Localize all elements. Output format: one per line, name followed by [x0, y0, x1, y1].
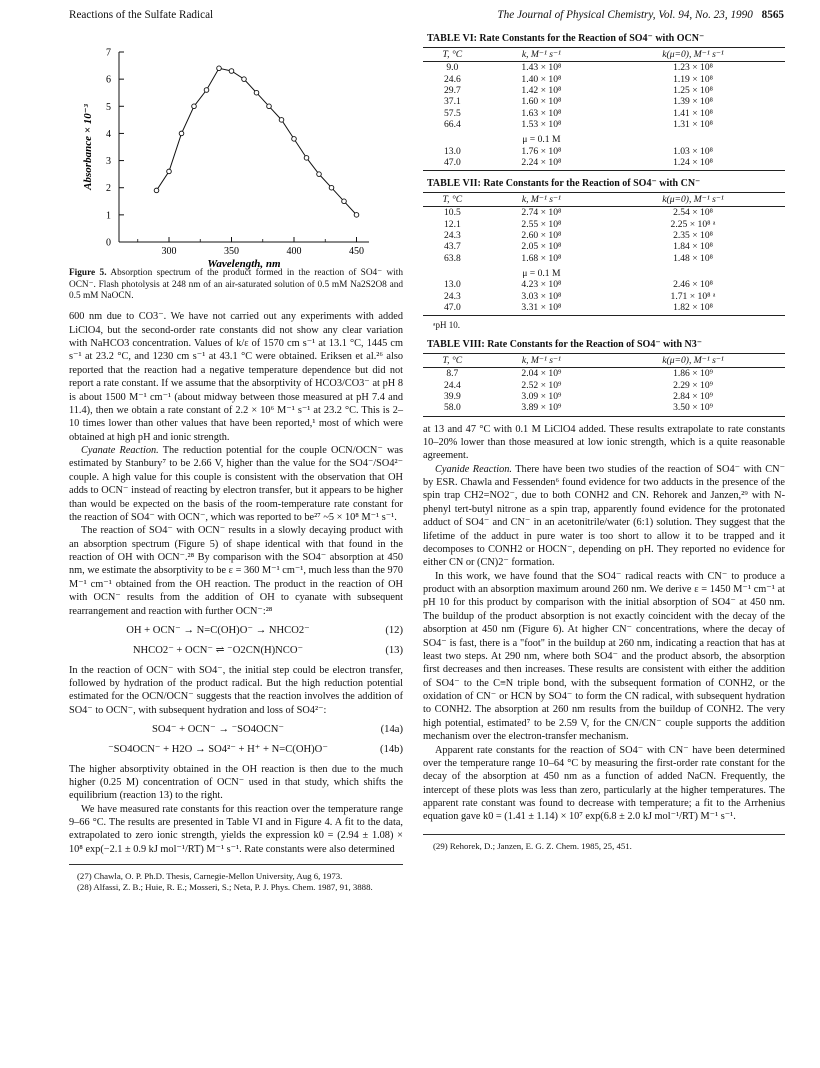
equation-13-number: (13) — [385, 644, 403, 656]
table-cell: 2.60 × 10⁸ — [521, 230, 562, 242]
table-7-grid — [423, 192, 785, 316]
data-point — [279, 118, 284, 123]
table-cell: 2.35 × 10⁸ — [673, 230, 713, 242]
table-cell: 1.86 × 10⁹ — [673, 368, 713, 380]
equation-13 — [69, 644, 403, 658]
left-paragraph-5: The higher absorptivity obtained in the OH reaction is then due to the much higher (0.25 M) concentration of OCN⁻ used in that study, which shifts the equilibrium (reaction 13) to the right. — [69, 763, 403, 802]
y-axis-label: Absorbance × 10⁻³ — [82, 104, 94, 190]
figure-label: Figure 5. — [69, 268, 107, 279]
data-point — [242, 77, 247, 82]
table-cell: 9.0 — [446, 62, 459, 74]
table-cell: 39.9 — [443, 390, 461, 402]
table-row — [423, 402, 785, 416]
table-cell: 1.76 × 10⁸ — [521, 145, 562, 157]
table-cell: 66.4 — [443, 118, 461, 130]
table-header-row — [423, 48, 785, 62]
table-6 — [423, 32, 785, 171]
right-paragraph-1: at 13 and 47 °C with 0.1 M LiClO4 added. These results extrapolate to rate constants 10–20% lower than those measured at low ionic strength, which is a quite reasonable agreement. — [423, 423, 785, 462]
equation-14b — [69, 743, 403, 757]
equation-12 — [69, 624, 403, 638]
page-number: 8565 — [761, 9, 784, 21]
table-cell: 1.42 × 10⁸ — [521, 84, 562, 96]
y-tick-label: 2 — [106, 183, 111, 195]
running-head: Reactions of the Sulfate Radical — [69, 9, 214, 21]
table-cell: 1.60 × 10⁸ — [521, 96, 562, 108]
table-row — [423, 302, 785, 316]
table-cell: 1.48 × 10⁸ — [673, 252, 713, 264]
equation-12-number: (12) — [385, 624, 403, 636]
table-cell — [423, 264, 482, 279]
table-7-footnote: ᵃpH 10. — [433, 320, 460, 331]
right-paragraph-3: In this work, we have found that the SO4⁻ radical reacts with CN⁻ to produce a product with an absorption maximum around 260 nm. We derive ε = 1450 M⁻¹ cm⁻¹ at pH 10 for this product by comparison with the initial absorption of SO4⁻ at 450 nm. The buildup of the product absorption is not exactly coincident with the decay of the absorption at 450 nm (Figure 6). At higher CN⁻ concentrations, where the decay of SO4⁻ is fast, there is a "foot" in the buildup at 260 nm, indicating a reaction that has at least two steps. At 290 nm, where both SO4⁻ and the product absorb, the absorption first decreases and then increases. These results are consistent with either the addition of SO4⁻ to the C≡N triple bond, with the subsequent formation of CONH2, or the oxidation of CN⁻ or HCN by SO4⁻ to form the CN radical, with subsequent hydration to CONH2. The absorption at 260 nm results from the buildup of CONH2. The very high potential, estimated⁷ to be 2.59 V, for the CN/CN⁻ couple supports the addition mechanism over the electron-transfer mechanism. — [423, 570, 785, 743]
table-cell: 4.23 × 10⁸ — [521, 279, 562, 291]
table-row — [423, 146, 785, 157]
table-cell: 47.0 — [423, 302, 482, 316]
table-cell: 1.03 × 10⁸ — [673, 145, 713, 157]
table-cell: 47.0 — [423, 157, 482, 171]
column-header: T, °C — [423, 353, 482, 367]
left-paragraph-4: In the reaction of OCN⁻ with SO4⁻, the initial step could be electron transfer, followed by hydration of the product radical. But the high reduction potential estimated for the OCN/OCN⁻ suggests that the reaction involves the addition of SO4⁻ to OCN⁻, with subsequent hydration and loss of SO4²⁻: — [69, 664, 403, 716]
x-tick-label: 450 — [349, 246, 364, 257]
table-row — [423, 207, 785, 219]
data-point — [317, 172, 322, 177]
table-cell: 37.1 — [443, 96, 461, 108]
table-row — [423, 230, 785, 241]
table-row — [423, 380, 785, 391]
table-cell: 1.63 × 10⁸ — [521, 107, 562, 119]
left-paragraph-1: 600 nm due to CO3⁻. We have not carried out any experiments with added LiClO4, but the second-order rate constants did not show any clear variation with NaHCO3 concentration. Values of k/ε of 1570 cm s⁻¹ at 13.1 °C, 1445 cm s⁻¹ at 23.2 °C, and 1230 cm s⁻¹ at 43.1 °C were obtained. Eriksen et al.²⁶ also reported that the reaction had a negative temperature dependence but did not report a rate constant. If we assume that the absorptivity of HCO3/CO3⁻ at pH 8 is about 1500 M⁻¹ cm⁻¹ (about midway between those measured at pH 7.4 and 11.4), then we obtain a rate constant of 2.2 × 10⁶ M⁻¹ s⁻¹ at 23.2 °C. This is 2–10 times lower than other values that have been reported,¹ most of which were obtained at high pH and ionic strength. — [69, 311, 403, 443]
equation-13-expr: NHCO2⁻ + OCN⁻ ⇌ ⁻O2CN(H)NCO⁻ — [132, 644, 304, 656]
table-8 — [423, 338, 785, 417]
section-cyanide-heading: Cyanide Reaction. — [435, 463, 512, 475]
table-row — [423, 253, 785, 264]
table-subheader-row — [423, 264, 785, 279]
footnotes — [69, 864, 403, 892]
x-axis-label: Wavelength, nm — [207, 258, 281, 270]
data-point — [329, 185, 334, 190]
table-cell: 10.5 — [443, 207, 461, 219]
equation-14b-number: (14b) — [380, 743, 403, 755]
column-header: k, M⁻¹ s⁻¹ — [482, 48, 601, 62]
section-cyanate-heading: Cyanate Reaction. — [81, 445, 159, 457]
table-cell: 1.40 × 10⁸ — [521, 73, 562, 85]
table-cell: 24.6 — [443, 73, 461, 85]
table-6-title: TABLE VI: Rate Constants for the Reaction of SO4⁻ with OCN⁻ — [427, 33, 705, 44]
table-cell: 57.5 — [443, 107, 461, 119]
table-cell — [601, 130, 785, 145]
table-row — [423, 391, 785, 402]
table-cell: 43.7 — [443, 241, 461, 253]
table-cell: 13.0 — [443, 279, 461, 291]
column-header: k(μ=0), M⁻¹ s⁻¹ — [601, 353, 785, 367]
data-point — [292, 137, 297, 142]
table-cell: 2.54 × 10⁸ — [673, 207, 713, 219]
right-paragraph-4: Apparent rate constants for the reaction of SO4⁻ with CN⁻ have been determined over the temperature range 10–64 °C by measuring the first-order rate constant for the decay of the absorption at 450 nm as a function of added NaCN. Frequently, the intercept of these plots was less than zero, particularly at the higher temperatures. The apparent rate constant was found to decrease with temperature; a fit to the Arrhenius equation gave k0 = (1.41 ± 1.14) × 10⁷ exp(6.8 ± 2.0 kJ mol⁻¹/RT) M⁻¹ s⁻¹. — [423, 744, 785, 823]
table-cell: 1.71 × 10⁸ ᵃ — [670, 290, 716, 302]
left-paragraph-2-text: The reduction potential for the couple OCN/OCN⁻ was estimated by Stanbury⁷ to be 2.66 V, higher than the value for the SO4⁻/SO4²⁻ couple. A high value for this couple is consistent with the observation that OH adds to OCN⁻ instead of reacting by electron transfer, but it appears to be higher than would be expected on the basis of the room-temperature rate constant for the reaction of SO4⁻ with OCN⁻, which was reported to be²⁷ ~5 × 10⁸ M⁻¹ s⁻¹. — [69, 445, 403, 523]
data-point — [342, 199, 347, 204]
table-cell: 13.0 — [443, 145, 461, 157]
table-7-title: TABLE VII: Rate Constants for the Reaction of SO4⁻ with CN⁻ — [427, 178, 701, 190]
figure-caption-text: Absorption spectrum of the product formed in the reaction of SO4⁻ with OCN⁻. Flash photolysis at 248 nm of an air-saturated solution of 0.5 mM Na2S2O8 and 0.5 mM NaOCN. — [69, 268, 404, 302]
y-tick-label: 0 — [106, 237, 111, 249]
table-cell: 2.46 × 10⁸ — [673, 279, 713, 291]
left-paragraph-3: The reaction of SO4⁻ with OCN⁻ results in a slowly decaying product with an absorption spectrum (Figure 5) of shape identical with that found in the reaction of OH with OCN⁻.²⁸ By comparison with the SO4⁻ absorption at 450 nm, we estimate the absorptivity to be ε = 360 M⁻¹ cm⁻¹, much less than the 970 M⁻¹ cm⁻¹ obtained from the OH reaction. The product in the reaction of OH with OCN⁻ results from the addition of OH to cyanate with subsequent rearrangement and reaction with further OCN⁻:²⁸ — [69, 525, 403, 617]
table-cell: 2.74 × 10⁸ — [521, 207, 562, 219]
table-row — [423, 74, 785, 85]
data-point — [167, 169, 172, 174]
table-cell: 1.23 × 10⁸ — [673, 62, 713, 74]
table-cell: 1.25 × 10⁸ — [673, 84, 713, 96]
data-point — [154, 188, 159, 193]
table-subheader-row — [423, 130, 785, 145]
table-header-row — [423, 193, 785, 207]
column-header: T, °C — [423, 193, 482, 207]
y-tick-label: 6 — [106, 74, 111, 86]
table-row — [423, 291, 785, 302]
table-cell: 1.68 × 10⁸ — [521, 252, 562, 264]
table-cell: 3.31 × 10⁸ — [482, 302, 601, 316]
y-tick-label: 3 — [106, 156, 111, 168]
table-row — [423, 219, 785, 230]
table-cell: 1.39 × 10⁸ — [673, 96, 713, 108]
footnote-29: (29) Rehorek, D.; Janzen, E. G. Z. Chem. 1985, 25, 451. — [423, 834, 785, 852]
data-point — [204, 88, 209, 93]
figure-5-caption — [69, 268, 403, 302]
table-row — [423, 368, 785, 380]
table-header-row — [423, 353, 785, 367]
data-point — [217, 66, 222, 71]
table-cell: 63.8 — [443, 252, 461, 264]
table-cell: 2.55 × 10⁸ — [521, 218, 562, 230]
table-6-grid — [423, 47, 785, 171]
table-row — [423, 108, 785, 119]
table-cell — [601, 264, 785, 279]
data-point — [254, 90, 259, 95]
ionic-strength-label: μ = 0.1 M — [522, 268, 561, 279]
data-point — [229, 69, 234, 74]
equation-14a-expr: SO4⁻ + OCN⁻ → ⁻SO4OCN⁻ — [152, 724, 284, 736]
table-cell: 2.05 × 10⁸ — [521, 241, 562, 253]
table-7 — [423, 177, 785, 332]
x-tick-label: 400 — [286, 246, 302, 257]
left-paragraph-2 — [69, 444, 403, 524]
table-8-title: TABLE VIII: Rate Constants for the Reaction of SO4⁻ with N3⁻ — [427, 338, 703, 350]
footnote-27: (27) Chawla, O. P. Ph.D. Thesis, Carnegie-Mellon University, Aug 6, 1973. — [77, 871, 343, 882]
figure-5-chart — [69, 32, 403, 270]
data-point — [192, 104, 197, 109]
table-cell: 2.24 × 10⁸ — [482, 157, 601, 171]
x-tick-label: 300 — [161, 246, 177, 257]
table-cell: 2.04 × 10⁹ — [521, 368, 562, 380]
table-cell: 3.09 × 10⁹ — [521, 390, 562, 402]
table-cell: 24.3 — [443, 230, 461, 242]
table-cell: 24.3 — [443, 290, 461, 302]
footnote-28: (28) Alfassi, Z. B.; Huie, R. E.; Mosseri, S.; Neta, P. J. Phys. Chem. 1987, 91, 3888. — [77, 881, 373, 892]
table-cell: 3.50 × 10⁹ — [601, 402, 785, 416]
data-point — [267, 104, 272, 109]
table-cell: 12.1 — [443, 218, 461, 230]
column-header: T, °C — [423, 48, 482, 62]
column-header: k(μ=0), M⁻¹ s⁻¹ — [601, 48, 785, 62]
journal-name: The Journal of Physical Chemistry, Vol. 94, No. 23, 1990 — [497, 9, 753, 21]
table-row — [423, 119, 785, 130]
table-row — [423, 62, 785, 74]
left-paragraph-6: We have measured rate constants for this reaction over the temperature range 9–66 °C. The results are presented in Table VI and in Figure 4. A fit to the data, extrapolated to zero ionic strength, yields the expression k0 = (2.94 ± 1.08) × 10⁸ exp(−2.1 ± 0.9 kJ mol⁻¹/RT) M⁻¹ s⁻¹. Rate constants were also determined — [69, 803, 403, 855]
journal-citation — [497, 8, 784, 23]
table-cell: 24.4 — [443, 379, 461, 391]
table-cell: 1.82 × 10⁸ — [601, 302, 785, 316]
table-cell: 2.84 × 10⁹ — [673, 390, 713, 402]
right-paragraph-2 — [423, 463, 785, 570]
table-row — [423, 85, 785, 96]
right-column — [423, 32, 785, 852]
table-cell: 3.89 × 10⁹ — [482, 402, 601, 416]
table-row — [423, 157, 785, 171]
equation-14a-number: (14a) — [380, 724, 403, 736]
y-tick-label: 4 — [106, 128, 111, 140]
table-cell: 3.03 × 10⁸ — [521, 290, 562, 302]
table-cell: 8.7 — [446, 368, 459, 380]
table-row — [423, 279, 785, 290]
table-cell — [423, 130, 482, 145]
table-cell: 1.43 × 10⁸ — [521, 62, 562, 74]
ionic-strength-label: μ = 0.1 M — [522, 134, 561, 146]
table-cell: 1.19 × 10⁸ — [673, 73, 713, 85]
right-paragraph-2-text: There have been two studies of the reaction of SO4⁻ with CN⁻ by ESR. Chawla and Fessenden⁶ found evidence for two adducts in the presence of the spin trap CH2=NO2⁻, due to both CONH2 and CN. Rehorek and Janzen,²⁹ with N-phenyl tert-butyl nitrone as a spin trap, apparently found evidence for the protonated adduct of SO4⁻ and CN⁻ in an acetonitrile/water (6:1) solution. They suggest that the lifetime of the adduct in pure water is too short to allow it to be trapped and it decomposes to CONH2 or HOCN⁻, depending on pH. They reported no evidence for either CN or (CN)2⁻ formation. — [423, 463, 786, 569]
left-column — [69, 32, 403, 893]
table-cell: 1.41 × 10⁸ — [673, 107, 713, 119]
equation-12-expr: OH + OCN⁻ → N=C(OH)O⁻ → NHCO2⁻ — [126, 624, 310, 636]
table-cell: 1.53 × 10⁸ — [521, 118, 562, 130]
y-tick-label: 5 — [106, 101, 111, 113]
data-point — [179, 131, 184, 136]
table-cell: 2.52 × 10⁹ — [521, 379, 562, 391]
table-cell: 1.24 × 10⁸ — [601, 157, 785, 171]
equation-14b-expr: ⁻SO4OCN⁻ + H2O → SO4²⁻ + H⁺ + N=C(OH)O⁻ — [108, 743, 328, 755]
y-tick-label: 7 — [106, 47, 111, 59]
table-cell: 2.25 × 10⁸ ᵃ — [670, 218, 716, 230]
table-cell: 1.31 × 10⁸ — [673, 118, 713, 130]
table-cell: 2.29 × 10⁹ — [673, 379, 713, 391]
column-header: k, M⁻¹ s⁻¹ — [482, 193, 601, 207]
column-header: k(μ=0), M⁻¹ s⁻¹ — [601, 193, 785, 207]
table-cell: 29.7 — [443, 84, 461, 96]
table-cell: 58.0 — [423, 402, 482, 416]
table-row — [423, 241, 785, 252]
table-row — [423, 96, 785, 107]
table-cell: 1.84 × 10⁸ — [673, 241, 713, 253]
column-header: k, M⁻¹ s⁻¹ — [482, 353, 601, 367]
data-point — [304, 156, 309, 161]
x-tick-label: 350 — [224, 246, 239, 257]
equation-14a — [69, 723, 403, 737]
data-point — [354, 213, 359, 218]
table-8-grid — [423, 353, 785, 417]
y-tick-label: 1 — [106, 210, 111, 222]
